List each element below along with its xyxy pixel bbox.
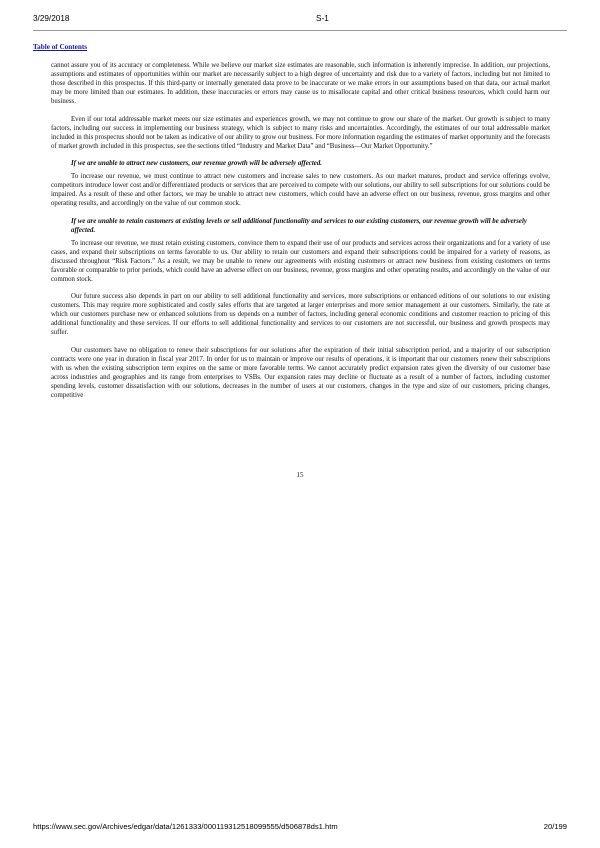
print-date: 3/29/2018 <box>33 14 70 23</box>
paragraph: To increase our revenue, we must retain existing customers, convince them to expand their use of our products and services across their organizations and for a variety of use cases, and expand their subscriptions on terms favorable to us. Our ability to retain our customers and expand their subscriptions could be impaired for a variety of reasons, as discussed throughout “Risk Factors.” As a result, we may be unable to renew our agreements with existing customers or attract new business from existing customers on terms favorable or comparable to prior periods, which could have an adverse effect on our business, revenue, gross margins and other operating results, and accordingly on the value of our common stock. <box>51 239 550 283</box>
risk-factor-heading: If we are unable to attract new customers, our revenue growth will be adversely affected. <box>71 160 322 168</box>
risk-factor-heading: If we are unable to retain customers at existing levels or sell additional functionality and services to our existing customers, our revenue growth will be adversely affected. <box>71 217 527 234</box>
table-of-contents-link[interactable]: Table of Contents <box>33 43 88 51</box>
print-footer <box>33 822 567 834</box>
paragraph: Even if our total addressable market meets our size estimates and experiences growth, we may not continue to grow our share of the market. Our growth is subject to many factors, including our success in implementing our business strategy, which is subject to many risks and uncertainties. Accordingly, the estimates of our total addressable market included in this prospectus should not be taken as indicative of our ability to grow our business. For more information regarding the estimates of market opportunity and the forecasts of market growth included in this prospectus, see the sections titled “Industry and Market Data” and “Business—Our Market Opportunity.” <box>51 115 550 150</box>
page-count: 20/199 <box>543 822 567 831</box>
print-header <box>33 14 567 28</box>
source-url: https://www.sec.gov/Archives/edgar/data/1261333/000119312518099555/d506878ds1.htm <box>33 822 338 831</box>
header-divider <box>33 30 567 31</box>
document-body <box>51 62 550 410</box>
paragraph: To increase our revenue, we must continue to attract new customers and increase sales to new customers. As our market matures, product and service offerings evolve, competitors introduce lower cost and/or differentiated products or services that are perceived to compete with our solutions, our ability to sell subscriptions for our solutions could be impaired. As a result of these and other factors, we may be unable to attract new customers, which could have an adverse effect on our business, revenue, gross margins and other operating results, and accordingly on the value of our common stock. <box>51 173 550 208</box>
paragraph: Our customers have no obligation to renew their subscriptions for our solutions after the expiration of their initial subscription period, and a majority of our subscription contracts were one year in duration in fiscal year 2017. In order for us to maintain or improve our results of operations, it is important that our customers renew their subscriptions with us when the existing subscription term expires on the same or more favorable terms. We cannot accurately predict expansion rates given the diversity of our customer base across industries and geographies and its range from enterprises to VSBs. Our expansion rates may decline or fluctuate as a result of a number of factors, including customer spending levels, customer dissatisfaction with our solutions, decreases in the number of users at our customers, changes in the type and size of our customers, pricing changes, competitive <box>51 347 550 399</box>
document-title: S-1 <box>316 14 329 23</box>
page-number: 15 <box>296 471 304 479</box>
paragraph: cannot assure you of its accuracy or completeness. While we believe our market size estimates are reasonable, such information is inherently imprecise. In addition, our projections, assumptions and estimates of opportunities within our market are necessarily subject to a high degree of uncertainty and risk due to a variety of factors, including but not limited to those described in this prospectus. If this third-party or internally generated data prove to be inaccurate or we make errors in our assumptions based on that data, our actual market may be more limited than our estimates. In addition, these inaccuracies or errors may cause us to misallocate capital and other critical business resources, which could harm our business. <box>51 62 550 105</box>
paragraph: Our future success also depends in part on our ability to sell additional functionality and services, more subscriptions or enhanced editions of our solutions to our existing customers. This may require more sophisticated and costly sales efforts that are targeted at larger enterprises and more senior management at our customers. Similarly, the rate at which our customers purchase new or enhanced solutions from us depends on a number of factors, including general economic conditions and customer reaction to pricing of this additional functionality and these services. If our efforts to sell additional functionality and services to our customers are not successful, our business and growth prospects may suffer. <box>51 293 550 337</box>
